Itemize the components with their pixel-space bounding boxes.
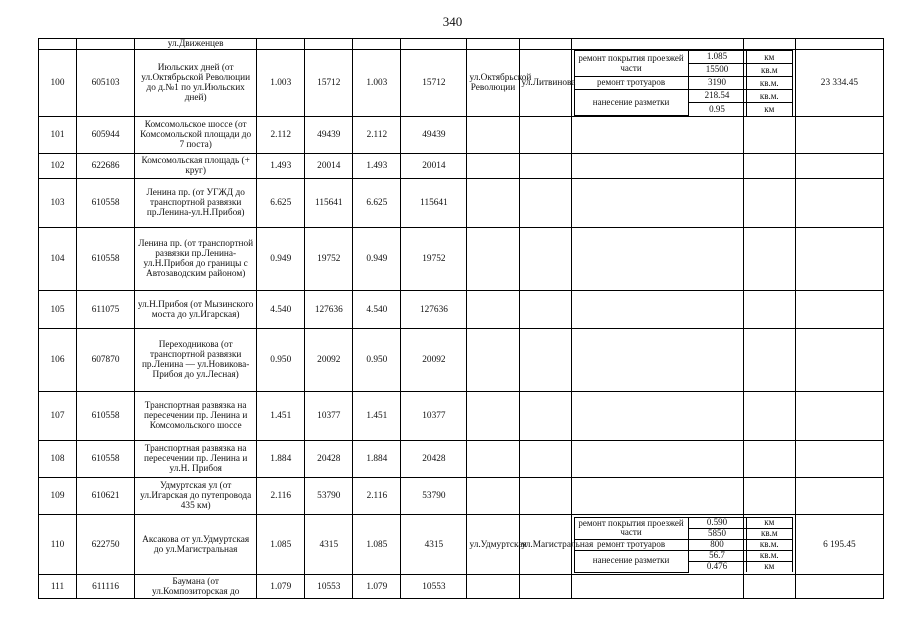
street-to: ул.Магистральная: [519, 515, 571, 575]
street-from: ул.Удмуртская: [467, 515, 519, 575]
work-unit: кв.м.: [746, 550, 792, 561]
work-description: ремонт тротуаров: [574, 539, 688, 550]
total-cost: [795, 179, 883, 228]
work-volume: 1.085: [688, 51, 746, 64]
area-repair: 10377: [401, 392, 467, 441]
road-name: Комсомольская площадь (+ круг): [135, 154, 257, 179]
table-row: [39, 329, 884, 392]
work-unit: км: [746, 561, 792, 572]
road-code: 605103: [77, 50, 135, 117]
length-repair: 1.884: [353, 441, 401, 478]
table-row: [39, 39, 884, 50]
total-cost: [795, 441, 883, 478]
total-cost: 6 195.45: [795, 515, 883, 575]
units-list: [746, 50, 793, 116]
road-code: 610558: [77, 228, 135, 291]
street-to: [519, 478, 571, 515]
row-number: 106: [39, 329, 77, 392]
road-name: Баумана (от ул.Композиторская до: [135, 575, 257, 599]
length-repair: 1.451: [353, 392, 401, 441]
page-number: 340: [442, 14, 463, 29]
works-list: [574, 50, 747, 116]
work-description: ремонт тротуаров: [574, 77, 688, 90]
length-repair: 0.950: [353, 329, 401, 392]
road-name: Переходникова (от транспортной развязки пр.Ленина — ул.Новикова-Прибоя до ул.Лесная): [135, 329, 257, 392]
street-to: ул.Литвинова: [519, 50, 571, 117]
length-repair: 1.085: [353, 515, 401, 575]
work-volume: 56.7: [688, 550, 746, 561]
work-volume: 15500: [688, 64, 746, 77]
row-number: 100: [39, 50, 77, 117]
length-total: 0.949: [257, 228, 305, 291]
street-to: [519, 117, 571, 154]
length-repair: 6.625: [353, 179, 401, 228]
total-cost: [795, 228, 883, 291]
units-cell: [743, 179, 795, 228]
street-from: [467, 392, 519, 441]
road-code: 611075: [77, 291, 135, 329]
area-repair: 10553: [401, 575, 467, 599]
street-to: [519, 329, 571, 392]
road-code: 610558: [77, 179, 135, 228]
works-cell: [571, 329, 743, 392]
units-cell: [743, 228, 795, 291]
units-cell: [743, 117, 795, 154]
units-cell: [743, 441, 795, 478]
area-repair: 20014: [401, 154, 467, 179]
units-cell: [743, 50, 795, 117]
road-name: Июльских дней (от ул.Октябрьской Революции до д.№1 по ул.Июльских дней): [135, 50, 257, 117]
road-name: Ленина пр. (от УГЖД до транспортной развязки пр.Ленина-ул.Н.Прибоя): [135, 179, 257, 228]
row-number: 107: [39, 392, 77, 441]
street-from: [467, 441, 519, 478]
length-total: 2.112: [257, 117, 305, 154]
table-row: [39, 515, 884, 575]
road-name: Транспортная развязка на пересечении пр. Ленина и Комсомольского шоссе: [135, 392, 257, 441]
work-unit: км: [746, 517, 792, 528]
works-cell: [571, 179, 743, 228]
work-unit: кв.м: [746, 528, 792, 539]
street-from: [467, 575, 519, 599]
road-code: 605944: [77, 117, 135, 154]
street-to: [519, 291, 571, 329]
area-repair: 115641: [401, 179, 467, 228]
row-number: 111: [39, 575, 77, 599]
area-total: 4315: [305, 515, 353, 575]
street-from: [467, 291, 519, 329]
length-total: 0.950: [257, 329, 305, 392]
work-description: нанесение разметки: [574, 550, 688, 572]
works-cell: [571, 441, 743, 478]
works-cell: [571, 228, 743, 291]
work-volume: 218.54: [688, 90, 746, 103]
area-total: 53790: [305, 478, 353, 515]
length-total: 1.884: [257, 441, 305, 478]
street-to: [519, 392, 571, 441]
length-total: 1.003: [257, 50, 305, 117]
street-to: [519, 179, 571, 228]
units-cell: [743, 329, 795, 392]
area-repair: 15712: [401, 50, 467, 117]
row-number: 110: [39, 515, 77, 575]
area-total: 20428: [305, 441, 353, 478]
works-cell: [571, 291, 743, 329]
row-number: 103: [39, 179, 77, 228]
area-total: 127636: [305, 291, 353, 329]
area-total: 115641: [305, 179, 353, 228]
road-name: Ленина пр. (от транспортной развязки пр.Ленина-ул.Н.Прибоя до границы с Автозаводским районом): [135, 228, 257, 291]
length-repair: 0.949: [353, 228, 401, 291]
length-total: 1.451: [257, 392, 305, 441]
area-repair: 4315: [401, 515, 467, 575]
work-description: нанесение разметки: [574, 90, 688, 116]
total-cost: 23 334.45: [795, 50, 883, 117]
area-total: 10377: [305, 392, 353, 441]
units-cell: [743, 515, 795, 575]
length-total: 4.540: [257, 291, 305, 329]
street-from: [467, 228, 519, 291]
table-row: [39, 117, 884, 154]
area-repair: 19752: [401, 228, 467, 291]
street-to: [519, 228, 571, 291]
row-number: 102: [39, 154, 77, 179]
total-cost: [795, 575, 883, 599]
header-fragment: ул.Движенцев: [135, 39, 257, 50]
length-repair: 1.003: [353, 50, 401, 117]
units-cell: [743, 575, 795, 599]
road-name: ул.Н.Прибоя (от Мызинского моста до ул.Игарская): [135, 291, 257, 329]
length-repair: 4.540: [353, 291, 401, 329]
works-cell: [571, 392, 743, 441]
street-from: [467, 329, 519, 392]
road-code: 610621: [77, 478, 135, 515]
work-volume: 3190: [688, 77, 746, 90]
units-cell: [743, 478, 795, 515]
roads-table: [38, 38, 884, 599]
area-total: 19752: [305, 228, 353, 291]
work-volume: 0.95: [688, 103, 746, 116]
works-list: [574, 517, 747, 573]
length-repair: 1.493: [353, 154, 401, 179]
road-code: 607870: [77, 329, 135, 392]
works-cell: [571, 50, 743, 117]
work-unit: кв.м: [746, 64, 792, 77]
street-to: [519, 154, 571, 179]
work-volume: 0.476: [688, 561, 746, 572]
works-cell: [571, 117, 743, 154]
street-to: [519, 575, 571, 599]
total-cost: [795, 329, 883, 392]
area-total: 20092: [305, 329, 353, 392]
street-from: [467, 478, 519, 515]
area-repair: 127636: [401, 291, 467, 329]
street-from: [467, 179, 519, 228]
road-code: 610558: [77, 441, 135, 478]
units-list: [746, 517, 793, 573]
table-row: [39, 154, 884, 179]
work-unit: кв.м.: [746, 77, 792, 90]
work-volume: 800: [688, 539, 746, 550]
table-row: [39, 50, 884, 117]
row-number: 101: [39, 117, 77, 154]
road-code: 611116: [77, 575, 135, 599]
table-row: [39, 575, 884, 599]
table-row: [39, 291, 884, 329]
area-total: 20014: [305, 154, 353, 179]
area-repair: 49439: [401, 117, 467, 154]
road-code: 622750: [77, 515, 135, 575]
total-cost: [795, 154, 883, 179]
area-total: 10553: [305, 575, 353, 599]
units-cell: [743, 154, 795, 179]
work-unit: кв.м.: [746, 90, 792, 103]
table-row: [39, 392, 884, 441]
row-number: 104: [39, 228, 77, 291]
length-repair: 1.079: [353, 575, 401, 599]
work-description: ремонт покрытия проезжей части: [574, 517, 688, 539]
work-description: ремонт покрытия проезжей части: [574, 51, 688, 77]
total-cost: [795, 478, 883, 515]
row-number: 109: [39, 478, 77, 515]
area-repair: 53790: [401, 478, 467, 515]
table-row: [39, 441, 884, 478]
units-cell: [743, 392, 795, 441]
row-number: 105: [39, 291, 77, 329]
works-cell: [571, 515, 743, 575]
road-name: Транспортная развязка на пересечении пр. Ленина и ул.Н. Прибоя: [135, 441, 257, 478]
area-repair: 20092: [401, 329, 467, 392]
area-total: 15712: [305, 50, 353, 117]
work-unit: км: [746, 103, 792, 116]
length-total: 1.085: [257, 515, 305, 575]
street-to: [519, 441, 571, 478]
total-cost: [795, 291, 883, 329]
road-code: 610558: [77, 392, 135, 441]
road-name: Аксакова от ул.Удмуртская до ул.Магистральная: [135, 515, 257, 575]
length-total: 6.625: [257, 179, 305, 228]
total-cost: [795, 392, 883, 441]
length-total: 1.079: [257, 575, 305, 599]
length-total: 2.116: [257, 478, 305, 515]
area-repair: 20428: [401, 441, 467, 478]
street-from: [467, 117, 519, 154]
road-name: Удмуртская ул (от ул.Игарская до путепровода 435 км): [135, 478, 257, 515]
length-repair: 2.112: [353, 117, 401, 154]
row-number: 108: [39, 441, 77, 478]
units-cell: [743, 291, 795, 329]
table-row: [39, 179, 884, 228]
length-total: 1.493: [257, 154, 305, 179]
works-cell: [571, 478, 743, 515]
table-row: [39, 228, 884, 291]
area-total: 49439: [305, 117, 353, 154]
work-unit: км: [746, 51, 792, 64]
work-unit: кв.м.: [746, 539, 792, 550]
total-cost: [795, 117, 883, 154]
length-repair: 2.116: [353, 478, 401, 515]
street-from: ул.Октябрьской Революции: [467, 50, 519, 117]
work-volume: 0.590: [688, 517, 746, 528]
road-code: 622686: [77, 154, 135, 179]
works-cell: [571, 154, 743, 179]
work-volume: 5850: [688, 528, 746, 539]
works-cell: [571, 575, 743, 599]
road-name: Комсомольское шоссе (от Комсомольской площади до 7 поста): [135, 117, 257, 154]
street-from: [467, 154, 519, 179]
table-row: [39, 478, 884, 515]
